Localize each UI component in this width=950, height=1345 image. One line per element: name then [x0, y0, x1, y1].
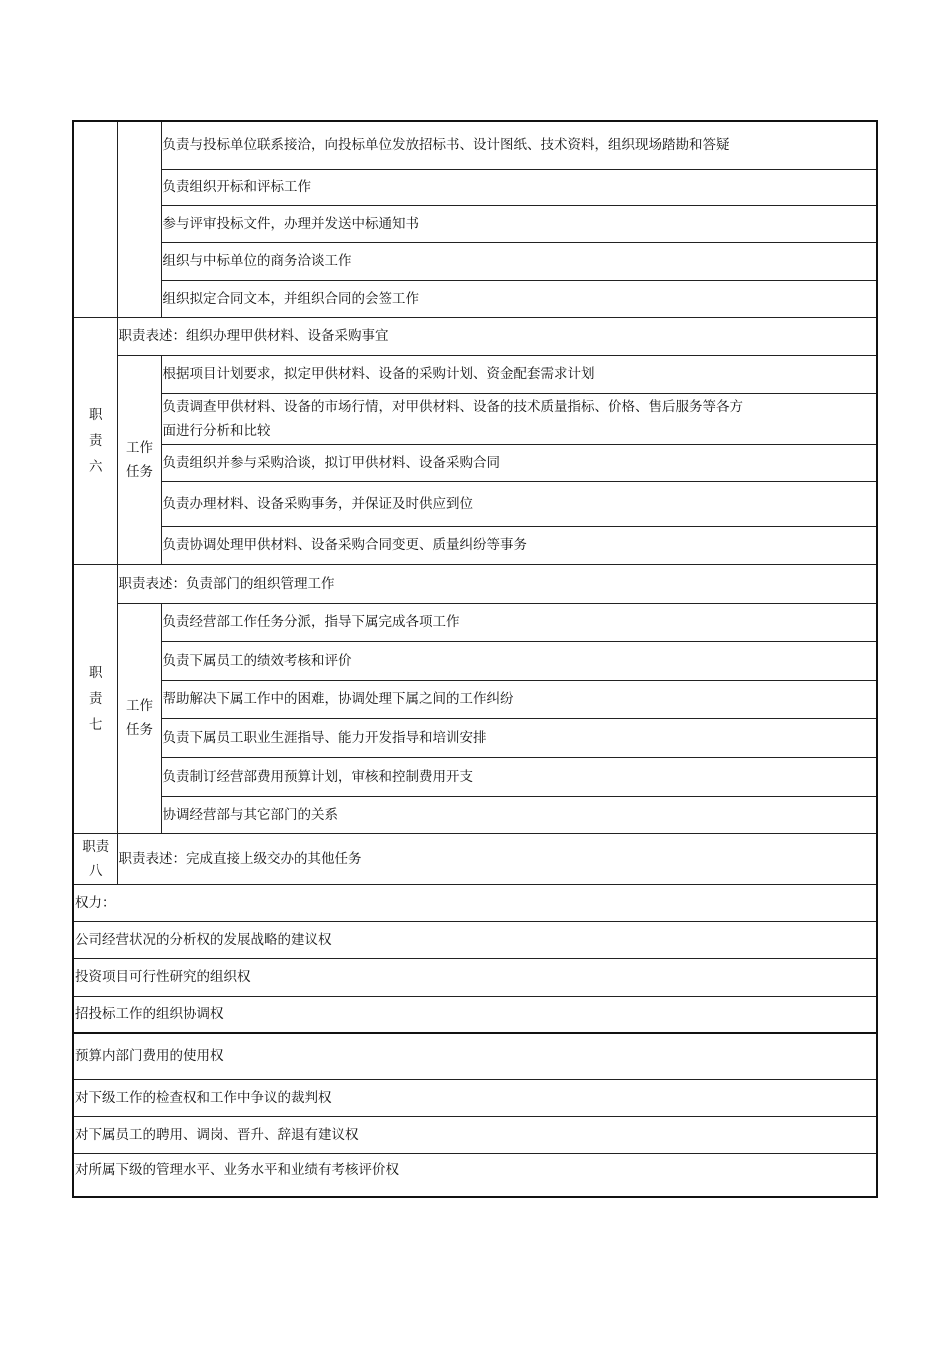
section7-description: 职责表述：负责部门的组织管理工作 — [117, 564, 877, 603]
table-row — [73, 526, 877, 564]
section7-label-line1: 职 — [89, 664, 103, 681]
section6-work-label-line1: 工作 — [126, 439, 153, 456]
powers-heading: 权力： — [73, 884, 877, 921]
table-row — [73, 1079, 877, 1116]
section7-label — [73, 564, 117, 833]
section6-label — [73, 317, 117, 564]
section6-work-label-line2: 任务 — [126, 463, 153, 480]
table-row — [73, 444, 877, 481]
section7-label-line2: 责 — [89, 690, 103, 707]
power-item-1: 公司经营状况的分析权的发展战略的建议权 — [73, 921, 877, 958]
section5-task-4: 组织与中标单位的商务洽谈工作 — [161, 242, 877, 280]
table-row — [73, 1116, 877, 1153]
section7-work-label-line1: 工作 — [126, 698, 153, 714]
section6-task-3: 负责组织并参与采购洽谈，拟订甲供材料、设备采购合同 — [161, 444, 877, 481]
section5-label-cell — [73, 121, 117, 317]
power-item-2: 投资项目可行性研究的组织权 — [73, 958, 877, 996]
section8-label-line2: 八 — [89, 862, 103, 879]
section5-work-label-cell — [117, 121, 161, 317]
section6-task-1: 根据项目计划要求，拟定甲供材料、设备的采购计划、资金配套需求计划 — [161, 355, 877, 393]
section7-task-4: 负责下属员工职业生涯指导、能力开发指导和培训安排 — [161, 718, 877, 757]
table-row — [73, 603, 877, 641]
section6-label-line1: 职 — [89, 406, 103, 423]
table-row — [73, 1033, 877, 1079]
table-row — [73, 1153, 877, 1197]
section7-task-1: 负责经营部工作任务分派，指导下属完成各项工作 — [161, 603, 877, 641]
table-row — [73, 641, 877, 680]
table-row — [73, 996, 877, 1033]
power-item-5: 对下级工作的检查权和工作中争议的裁判权 — [73, 1079, 877, 1116]
table-row — [73, 121, 877, 169]
section6-label-line3: 六 — [89, 458, 103, 475]
power-item-3: 招投标工作的组织协调权 — [73, 996, 877, 1033]
table-row — [73, 169, 877, 205]
table-row — [73, 884, 877, 921]
section5-task-5: 组织拟定合同文本，并组织合同的会签工作 — [161, 280, 877, 317]
table-row — [73, 355, 877, 393]
section6-task-5: 负责协调处理甲供材料、设备采购合同变更、质量纠纷等事务 — [161, 526, 877, 564]
section6-task-2 — [161, 393, 877, 444]
section7-label-line3: 七 — [89, 716, 103, 733]
table-row — [73, 205, 877, 242]
table-row — [73, 958, 877, 996]
power-item-4: 预算内部门费用的使用权 — [73, 1033, 877, 1079]
section6-label-line2: 责 — [89, 432, 103, 449]
table-row — [73, 317, 877, 355]
section7-task-3: 帮助解决下属工作中的困难，协调处理下属之间的工作纠纷 — [161, 680, 877, 718]
section5-task-3: 参与评审投标文件，办理并发送中标通知书 — [161, 205, 877, 242]
table-row — [73, 481, 877, 526]
section8-label-line1: 职责 — [82, 838, 110, 855]
table-row — [73, 680, 877, 718]
section5-task-2: 负责组织开标和评标工作 — [161, 169, 877, 205]
table-row — [73, 393, 877, 444]
responsibility-table — [72, 120, 878, 1198]
table-row — [73, 921, 877, 958]
power-item-7: 对所属下级的管理水平、业务水平和业绩有考核评价权 — [73, 1153, 877, 1197]
table-row — [73, 833, 877, 884]
power-item-6: 对下属员工的聘用、调岗、晋升、辞退有建议权 — [73, 1116, 877, 1153]
section6-task-2-line2: 面进行分析和比较 — [162, 422, 271, 439]
section6-task-4: 负责办理材料、设备采购事务，并保证及时供应到位 — [161, 481, 877, 526]
section8-label — [73, 833, 117, 884]
section6-description: 职责表述：组织办理甲供材料、设备采购事宜 — [117, 317, 877, 355]
table-row — [73, 280, 877, 317]
section7-work-label-line2: 任务 — [126, 722, 153, 738]
section8-description: 职责表述：完成直接上级交办的其他任务 — [117, 833, 877, 884]
section7-task-5: 负责制订经营部费用预算计划，审核和控制费用开支 — [161, 757, 877, 796]
section6-task-2-line1: 负责调查甲供材料、设备的市场行情，对甲供材料、设备的技术质量指标、价格、售后服务等各方 — [162, 398, 743, 415]
responsibility-document — [72, 120, 878, 1198]
section7-task-2: 负责下属员工的绩效考核和评价 — [161, 641, 877, 680]
table-row — [73, 718, 877, 757]
section7-work-label — [117, 603, 161, 833]
section5-task-1: 负责与投标单位联系接洽，向投标单位发放招标书、设计图纸、技术资料，组织现场踏勘和答疑 — [161, 121, 877, 169]
section6-work-label — [117, 355, 161, 564]
section7-task-6: 协调经营部与其它部门的关系 — [161, 796, 877, 833]
table-row — [73, 564, 877, 603]
table-row — [73, 242, 877, 280]
table-row — [73, 796, 877, 833]
table-row — [73, 757, 877, 796]
